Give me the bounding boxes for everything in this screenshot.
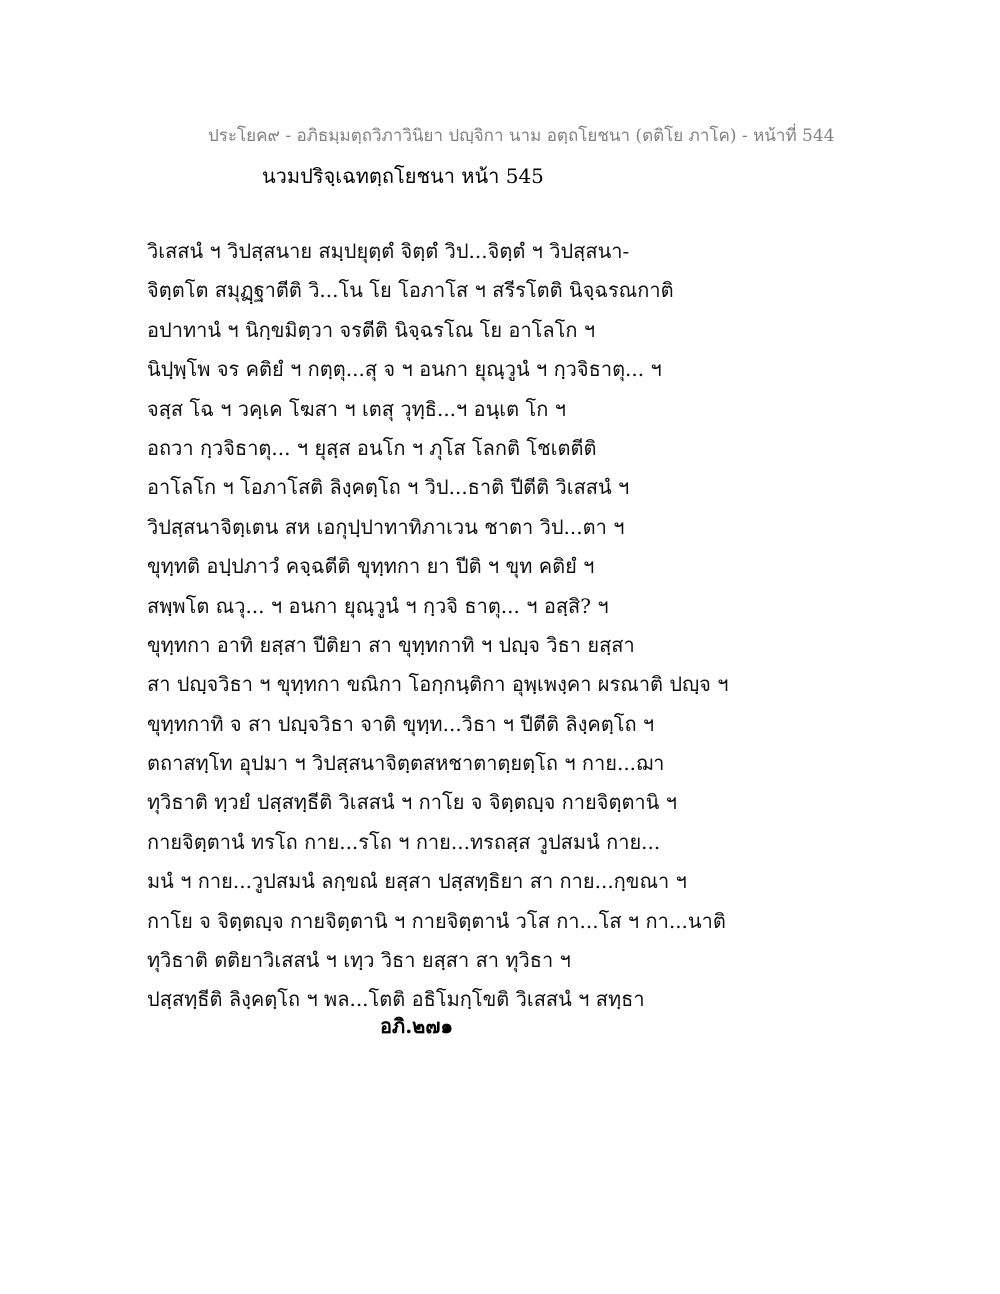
text-line: นิปฺพฺโพ จร คติยํ ฯ กตฺตุ...สุ จ ฯ อนกา ยุณฺวูนํ ฯ กฺวจิธาตุ... ฯ	[147, 357, 662, 382]
text-line: วิปสฺสนาจิตฺเตน สห เอกุปฺปาทาทิภาเวน ชาตา วิป...ตา ฯ	[147, 514, 625, 539]
text-line: วิเสสนํ ฯ วิปสฺสนาย สมฺปยุตฺตํ จิตฺตํ วิป...จิตฺตํ ฯ วิปสฺสนา-	[147, 239, 630, 263]
body-text	[147, 232, 867, 1020]
text-line: จิตฺตโต สมุฏฺฐาตีติ วิ...โน โย โอภาโส ฯ สรีรโตติ นิจฺฉรณกาติ	[147, 278, 674, 303]
text-line: อาโลโก ฯ โอภาโสติ ลิงฺคตฺโถ ฯ วิป...ธาติ ปีตีติ วิเสสนํ ฯ	[147, 475, 630, 500]
text-line: สา ปญฺจวิธา ฯ ขุทฺทกา ขณิกา โอกฺกนฺติกา อุพฺเพงฺคา ผรณาติ ปญฺจ ฯ	[147, 672, 729, 697]
page-footer-mark: อภิ.๒๗๑	[380, 1014, 454, 1038]
text-line: กาโย จ จิตฺตญฺจ กายจิตฺตานิ ฯ กายจิตฺตานํ วโส กา...โส ฯ กา...นาติ	[147, 908, 726, 933]
text-line: ปสฺสทฺธีติ ลิงฺคตฺโถ ฯ พล...โตติ อธิโมกฺโขติ วิเสสนํ ฯ สทฺธา	[147, 987, 645, 1012]
text-line: ขุทฺทกา อาทิ ยสฺสา ปีติยา สา ขุทฺทกาทิ ฯ ปญฺจ วิธา ยสฺสา	[147, 632, 635, 657]
text-line: ตถาสทฺโท อุปมา ฯ วิปสฺสนาจิตฺตสหชาตาตฺยตฺโถ ฯ กาย...ฌา	[147, 751, 665, 776]
text-line: ขุทฺทติ อปฺปภาวํ คจฺฉตีติ ขุทฺทกา ยา ปีติ ฯ ขุท คติยํ ฯ	[147, 554, 595, 579]
running-header: ประโยค๙ - อภิธมฺมตฺถวิภาวินิยา ปญฺจิกา นาม อตฺถโยชนา (ตติโย ภาโค) - หน้าที่ 544	[208, 126, 835, 146]
text-line: สพฺพโต ณวุ... ฯ อนกา ยุณฺวูนํ ฯ กฺวจิ ธาตุ... ฯ อสฺสิ? ฯ	[147, 593, 609, 618]
text-line: จสฺส โฉ ฯ วคฺเค โฆสา ฯ เตสุ วุทฺธิ...ฯ อนฺเต โก ฯ	[147, 396, 566, 421]
text-line: มนํ ฯ กาย...วูปสมนํ ลกฺขณํ ยสฺสา ปสฺสทฺธิยา สา กาย...กฺขณา ฯ	[147, 869, 687, 894]
text-line: อถวา กฺวจิธาตุ... ฯ ยุสฺส อนโก ฯ ภุโส โลกติ โชเตตีติ	[147, 435, 597, 460]
section-heading: นวมปริจฺเฉทตฺถโยชนา หน้า 545	[262, 164, 544, 188]
text-line: กายจิตฺตานํ ทรโถ กาย...รโถ ฯ กาย...ทรถสฺส วูปสมนํ กาย...	[147, 829, 661, 854]
text-line: ทุวิธาติ ทฺวยํ ปสฺสทฺธีติ วิเสสนํ ฯ กาโย จ จิตฺตญฺจ กายจิตฺตานิ ฯ	[147, 790, 677, 815]
text-line: ทุวิธาติ ตติยาวิเสสนํ ฯ เทฺว วิธา ยสฺสา สา ทุวิธา ฯ	[147, 948, 571, 973]
text-line: อปาทานํ ฯ นิกฺขมิตฺวา จรตีติ นิจฺฉรโณ โย อาโลโก ฯ	[147, 317, 596, 342]
text-line: ขุทฺทกาทิ จ สา ปญฺจวิธา จาติ ขุทฺท...วิธา ฯ ปีตีติ ลิงฺคตฺโถ ฯ	[147, 711, 655, 736]
